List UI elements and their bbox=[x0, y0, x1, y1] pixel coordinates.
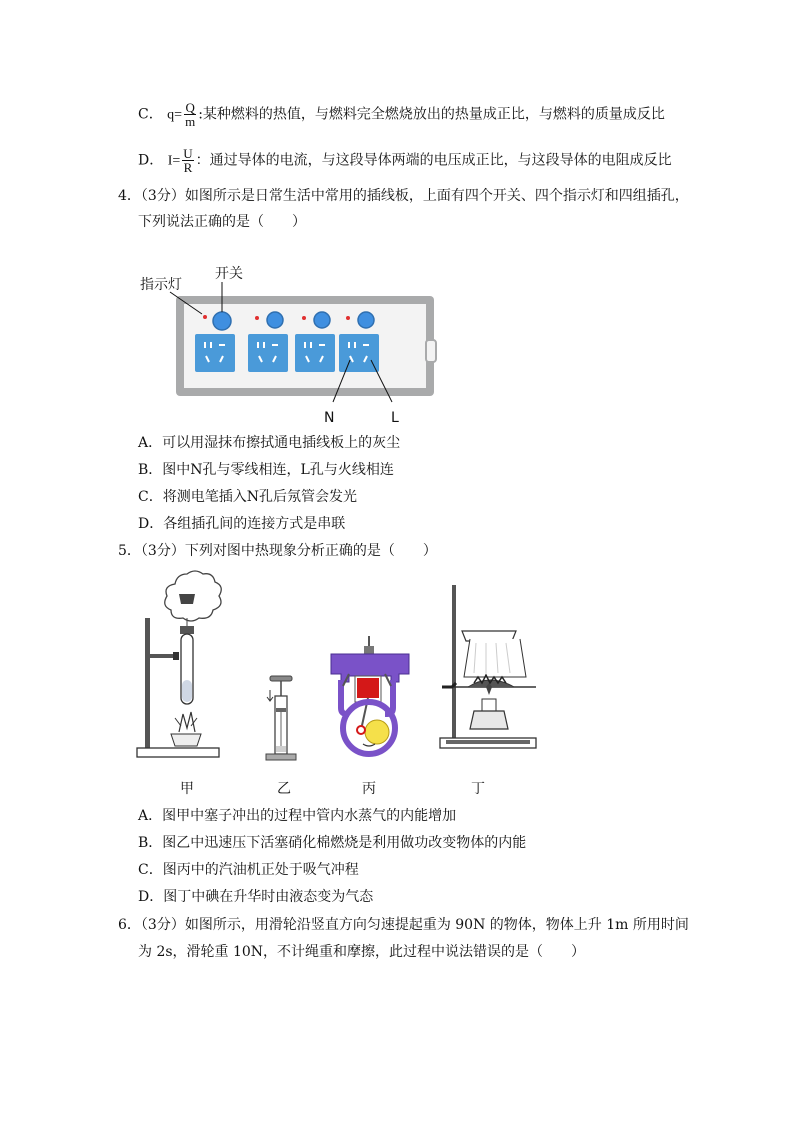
label-switch: 开关 bbox=[215, 266, 243, 282]
q5-option-d: D．图丁中碘在升华时由液态变为气态 bbox=[138, 889, 374, 905]
caption-yi: 乙 bbox=[277, 781, 291, 797]
q5-option-a: A．图甲中塞子冲出的过程中管内水蒸气的内能增加 bbox=[138, 808, 457, 824]
indicator-light-4 bbox=[346, 316, 350, 320]
power-strip-figure bbox=[130, 262, 440, 432]
q4-stem-line1: 4．（3分）如图所示是日常生活中常用的插线板，上面有四个开关、四个指示灯和四组插孔， bbox=[118, 188, 689, 204]
q6-stem-line2: 为 2s，滑轮重 10N，不计绳重和摩擦，此过程中说法错误的是（ ） bbox=[138, 944, 586, 960]
indicator-light-2 bbox=[255, 316, 259, 320]
q5-option-b: B．图乙中迅速压下活塞硝化棉燃烧是利用做功改变物体的内能 bbox=[138, 835, 527, 851]
figure-jia-steam-tube bbox=[135, 568, 230, 763]
figure-bing-gasoline-engine bbox=[325, 632, 415, 757]
indicator-light-3 bbox=[302, 316, 306, 320]
caption-ding: 丁 bbox=[471, 781, 485, 797]
socket-2 bbox=[248, 334, 288, 372]
q3-option-d bbox=[138, 147, 672, 174]
q4-option-c: C．将测电笔插入N孔后氖管会发光 bbox=[138, 489, 357, 505]
figure-ding-iodine-setup bbox=[436, 583, 541, 755]
q4-option-d: D．各组插孔间的连接方式是串联 bbox=[138, 516, 346, 532]
formula-var: I= bbox=[167, 153, 181, 169]
q4-option-a: A．可以用湿抹布擦拭通电插线板上的灰尘 bbox=[138, 435, 401, 451]
switch-2 bbox=[267, 312, 283, 328]
label-l-hole: L bbox=[391, 410, 399, 426]
indicator-light-1 bbox=[203, 315, 207, 319]
q3-option-c bbox=[138, 101, 665, 128]
label-n-hole: N bbox=[324, 410, 335, 426]
fraction: $\frac{Q}{m}$ bbox=[185, 100, 196, 129]
q4-option-b: B．图中N孔与零线相连，L孔与火线相连 bbox=[138, 462, 394, 478]
q5-option-c: C．图丙中的汽油机正处于吸气冲程 bbox=[138, 862, 359, 878]
switch-4 bbox=[358, 312, 374, 328]
fraction: $\frac{U}{R}$ bbox=[183, 146, 193, 175]
option-d-text: ：通过导体的电流，与这段导体两端的电压成正比，与这段导体的电阻成反比 bbox=[195, 152, 672, 169]
formula-var: q= bbox=[167, 107, 183, 123]
switch-3 bbox=[314, 312, 330, 328]
figure-yi-piston-cylinder bbox=[262, 672, 302, 767]
q6-stem-line1: 6．（3分）如图所示，用滑轮沿竖直方向匀速提起重为 90N 的物体，物体上升 1m 所用时间 bbox=[118, 917, 689, 933]
socket-3 bbox=[295, 334, 335, 372]
caption-bing: 丙 bbox=[362, 781, 376, 797]
option-d-label: D． bbox=[138, 152, 164, 169]
label-indicator-light: 指示灯 bbox=[140, 277, 182, 293]
socket-1 bbox=[195, 334, 235, 372]
caption-jia: 甲 bbox=[180, 781, 194, 797]
socket-4 bbox=[339, 334, 379, 372]
switch-1 bbox=[213, 312, 231, 330]
option-c-label: C． bbox=[138, 106, 163, 123]
q4-stem-line2: 下列说法正确的是（ ） bbox=[138, 214, 306, 230]
q5-stem: 5．（3分）下列对图中热现象分析正确的是（ ） bbox=[118, 543, 437, 559]
option-c-text: :某种燃料的热值，与燃料完全燃烧放出的热量成正比，与燃料的质量成反比 bbox=[198, 106, 665, 123]
